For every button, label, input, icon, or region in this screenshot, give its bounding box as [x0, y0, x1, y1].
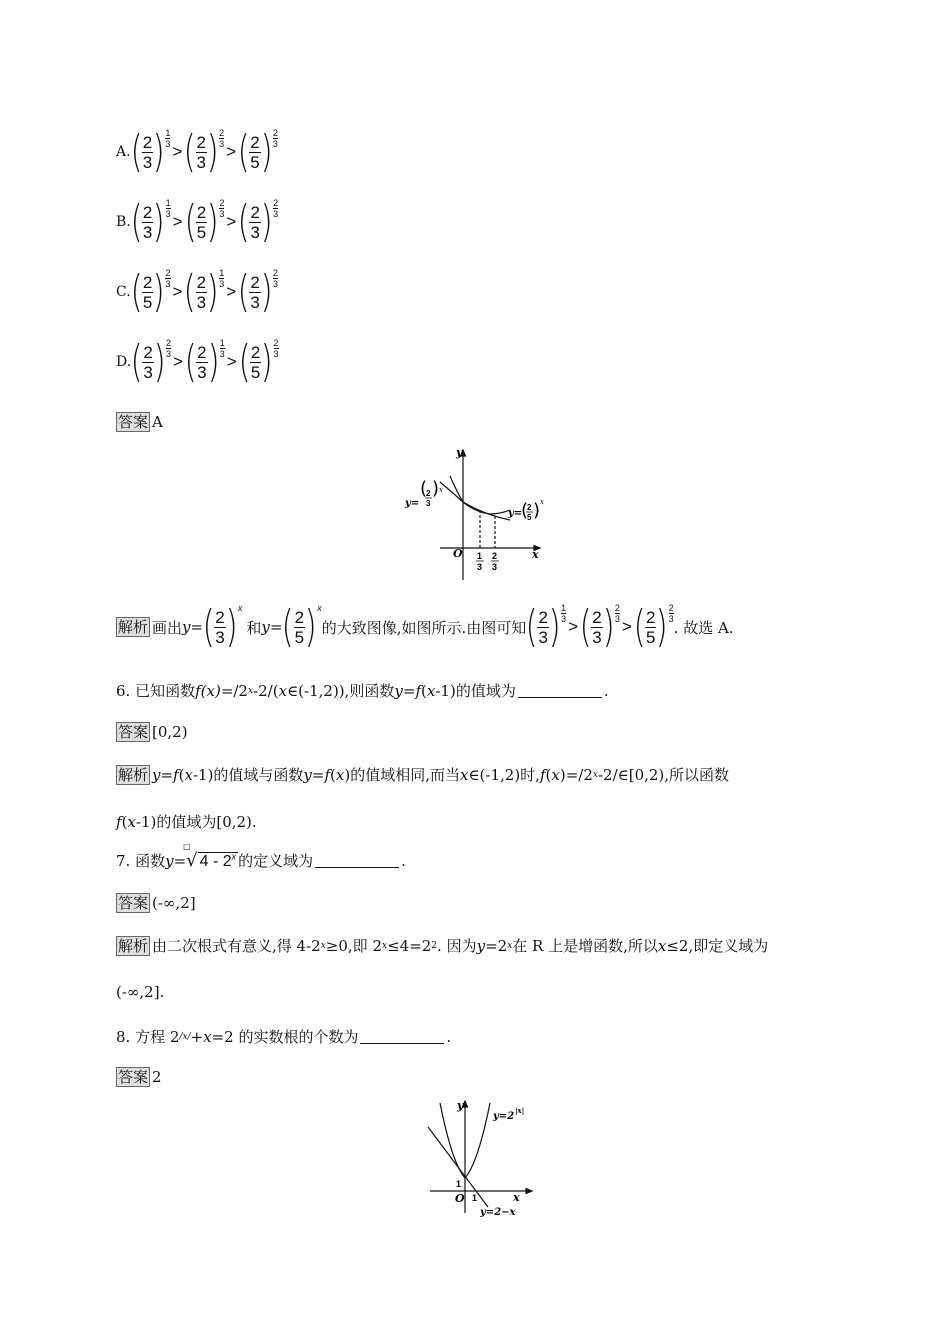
power-term: ( $\frac{2}{3}$ ) 2 3: [237, 196, 279, 247]
power-term: ( $\frac{2}{5}$ ) 2 3: [238, 336, 279, 387]
greater-than-sign: >: [226, 212, 237, 231]
option-b[interactable]: [116, 196, 279, 247]
power-term: ( $\frac{2}{3}$ ) 1 3: [525, 601, 567, 652]
analysis-tag: 解析: [118, 936, 149, 955]
q7-answer: (-∞,2]: [152, 894, 196, 912]
svg-text:3: 3: [426, 499, 431, 508]
power-term: ( $\frac{2}{5}$ ) 2 3: [633, 601, 674, 652]
power-term: ( $\frac{2}{3}$ ) 1 3: [130, 196, 171, 247]
q5-exponential-graph: [400, 440, 550, 585]
q8-answer-row: [116, 1067, 162, 1087]
q7-analysis-line2: (-∞,2].: [116, 983, 165, 1001]
option-label: A.: [116, 144, 131, 160]
q7-analysis-line1: 解析 由二次根式有意义,得 4-2 x ≥0,即 2 x ≤4=2 2 . 因为 y =2 x 在 R 上是增函数,所以 x ≤2,即定义域为: [118, 936, 769, 955]
power-term: ( $\frac{2}{5}$ ) 2 3: [237, 126, 278, 177]
fig1-x-label: x: [532, 548, 539, 561]
svg-text:2: 2: [426, 489, 431, 498]
svg-text:y=2−x: y=2−x: [480, 1207, 516, 1218]
q5-analysis-row: 解析 画出 y= ( $\frac{2}{3}$ ) x 和 y= ( $\frac{2}{5}$ ) x 的大致图像,如图所示.由图可知 ( $\frac{2}{3}$ ) 1 3 > ( $\frac{2}{3}$ ) 2 3 > ( $\frac{2}{5}$ ) 2 3 . 故选 A.: [118, 601, 734, 652]
q7-answer-row: [116, 893, 196, 913]
fig1-left-label: y=: [405, 498, 420, 509]
curve-2-5: [450, 476, 510, 514]
greater-than-sign: >: [226, 142, 237, 161]
q6-question: 6. 已知函数 f(x) =/2 x -2/( x ∈(-1,2)),则函数 y=f ( x -1)的值域为 .: [116, 681, 609, 700]
power-term: ( $\frac{2}{3}$ ) 1 3: [184, 266, 225, 317]
answer-tag: 答案: [118, 894, 149, 912]
q6-answer: [0,2): [152, 723, 188, 741]
q5-fn2: ( $\frac{2}{5}$ ) x: [282, 601, 322, 652]
greater-than-sign: >: [226, 282, 237, 301]
fig1-right-label: y=: [508, 508, 523, 519]
option-label: B.: [116, 214, 131, 230]
power-term: ( $\frac{2}{3}$ ) 2 3: [237, 266, 279, 317]
power-term: ( $\frac{2}{3}$ ) 1 3: [130, 126, 171, 177]
sqrt-expression: □ √ 4 - 2$^x$: [183, 842, 237, 871]
svg-text:1: 1: [456, 1179, 462, 1189]
q5-fn1: ( $\frac{2}{3}$ ) x: [202, 601, 243, 652]
svg-text:2: 2: [527, 503, 532, 512]
greater-than-sign: >: [172, 212, 183, 231]
q7-question: 7. 函数 y= □ √ 4 - 2$^x$ 的定义域为 .: [116, 842, 406, 871]
q8-question: 8. 方程 2 /x/ + x =2 的实数根的个数为 .: [116, 1027, 452, 1046]
q5-answer: A: [152, 413, 163, 431]
q6-blank[interactable]: [518, 683, 602, 698]
answer-tag: 答案: [118, 413, 149, 431]
fig1-origin: O: [453, 547, 463, 560]
q5-answer-row: [116, 412, 163, 432]
q7-blank[interactable]: [315, 853, 399, 868]
power-term: ( $\frac{2}{5}$ ) 2 3: [184, 196, 225, 247]
answer-tag: 答案: [118, 1068, 149, 1086]
svg-text:(: (: [521, 500, 529, 521]
power-term: ( $\frac{2}{5}$ ) 2 3: [130, 266, 171, 317]
q6-analysis-line1: 解析 y=f ( x -1)的值域与函数 y=f ( x )的值域相同,而当 x ∈(-1,2)时, f ( x )=/2 x -2/∈[0,2),所以函数: [118, 765, 730, 784]
greater-than-sign: >: [621, 617, 632, 636]
svg-text:x: x: [540, 498, 544, 506]
option-d[interactable]: [116, 336, 279, 387]
fig1-y-label: y: [456, 446, 463, 459]
svg-text:x: x: [513, 1191, 520, 1204]
option-a[interactable]: [116, 126, 278, 177]
fig1-tick-2-3-num: 2: [492, 551, 498, 561]
svg-text:O: O: [455, 1192, 465, 1205]
option-label: D.: [116, 354, 132, 370]
curve-2-3: [440, 482, 510, 520]
q6-answer-row: [116, 722, 188, 742]
fig1-tick-1-3-den: 3: [477, 562, 483, 572]
greater-than-sign: >: [172, 142, 183, 161]
q8-blank[interactable]: [360, 1029, 444, 1044]
option-label: C.: [116, 284, 131, 300]
greater-than-sign: >: [173, 352, 183, 371]
svg-text:1: 1: [472, 1193, 478, 1203]
svg-text:5: 5: [527, 513, 532, 522]
q6-analysis-line2: f ( x -1)的值域为[0,2).: [116, 812, 257, 831]
power-term: ( $\frac{2}{3}$ ) 2 3: [183, 126, 225, 177]
fig1-tick-1-3-num: 1: [477, 551, 483, 561]
svg-text:x: x: [439, 486, 443, 494]
q8-answer: 2: [152, 1068, 162, 1086]
analysis-tag: 解析: [118, 618, 149, 636]
svg-text:|x|: |x|: [515, 1106, 525, 1115]
greater-than-sign: >: [226, 352, 237, 371]
power-term: ( $\frac{2}{3}$ ) 1 3: [184, 336, 225, 387]
q8-graph: [420, 1095, 540, 1220]
svg-text:y=2: y=2: [493, 1111, 515, 1122]
svg-text:): ): [432, 478, 440, 499]
power-term: ( $\frac{2}{3}$ ) 2 3: [130, 336, 172, 387]
answer-tag: 答案: [118, 723, 149, 741]
svg-text:(: (: [420, 478, 428, 499]
greater-than-sign: >: [172, 282, 183, 301]
svg-text:y: y: [457, 1099, 464, 1112]
option-c[interactable]: [116, 266, 279, 317]
fig1-tick-2-3-den: 3: [492, 562, 498, 572]
svg-text:): ): [533, 500, 541, 521]
power-term: ( $\frac{2}{3}$ ) 2 3: [579, 601, 620, 652]
greater-than-sign: >: [568, 617, 579, 636]
analysis-tag: 解析: [118, 765, 149, 784]
